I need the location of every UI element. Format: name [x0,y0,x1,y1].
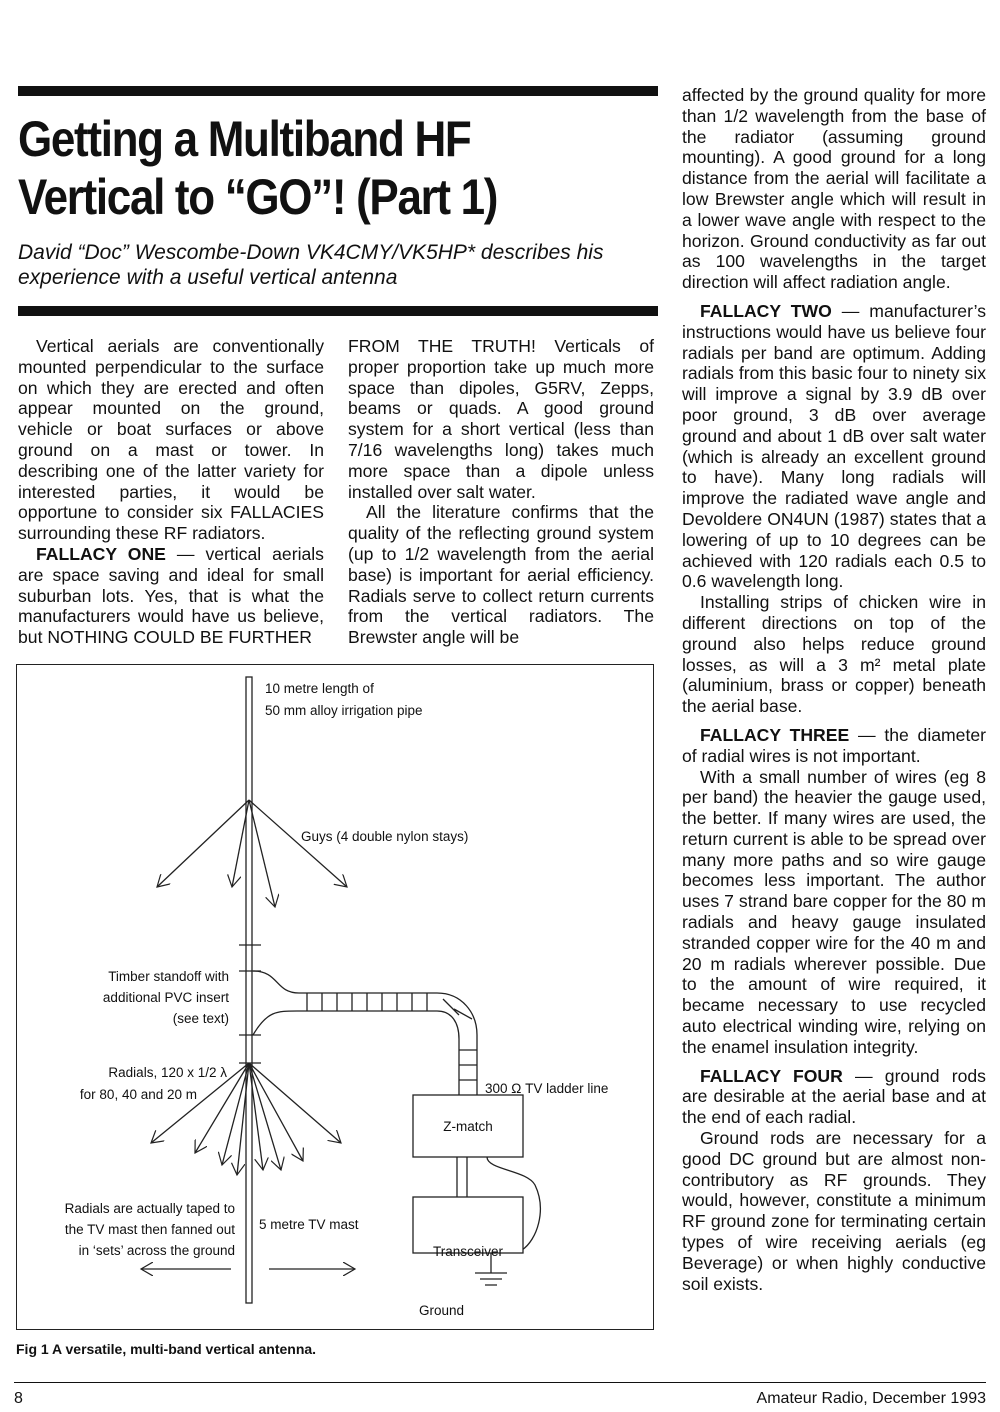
byline-rule [18,306,658,316]
footer-rule [14,1382,986,1383]
paragraph: affected by the ground quality for more than 1/2 wavelength from the base of the radiator (assuming ground mounting). A good ground for a long distance from the aerial will facilitate a low Brewster angle which will result in a lower wave angle with respect to the horizon. Ground conductivity as far out as 100 wavelengths in the target direction will affect radiation angle. [682,85,986,293]
taped-label-line1: Radials are actually taped to [64,1201,235,1216]
paragraph: FROM THE TRUTH! Verticals of proper proportion take up much more space than dipoles, G5RV, Zepps, beams or quads. A good ground system for a short vertical (less than 7/16 wavelengths long) takes much more space than a dipole unless installed over salt water. [348,336,654,502]
standoff-label-line3: (see text) [172,1011,229,1026]
ladder-line-label: 300 Ω TV ladder line [485,1081,609,1096]
antenna-diagram [17,665,653,1329]
paragraph: Ground rods are necessary for a good DC ground but are almost non-contributory as RF grounds. They would, however, constitute a minimum RF ground zone for terminating certain types of wire receiving aerials (eg Beverage) or when highly conductive soil exists. [682,1128,986,1294]
transceiver-label: Transceiver [432,1244,504,1259]
publication-info: Amateur Radio, December 1993 [756,1390,986,1407]
paragraph: With a small number of wires (eg 8 per band) the heavier the gauge used, the better. If many wires are used, the return current is able to be spread over many more paths and so wire gauge becomes less important. The author uses 7 strand bare copper for the 80 m radials and heavy gauge insulated stranded copper wire for the 40 m and 20 m radials wherever possible. Due to the amount of wire required, it became necessary to use recycled auto electrical winding wire, relying on the enamel insulation integrity. [682,766,986,1057]
column-2 [348,336,654,648]
radials-label-line2: for 80, 40 and 20 m [79,1087,197,1102]
fallacy-heading: FALLACY ONE [36,543,166,564]
taped-label-line3: in ‘sets’ across the ground [78,1243,235,1258]
column-3 [682,85,986,1294]
ladder-line-outer [253,971,477,1095]
standoff-label-line2: additional PVC insert [102,990,229,1005]
paragraph: FALLACY THREE — the diameter of radial wires is not important. [682,724,986,766]
paragraph: Vertical aerials are conventionally mounted perpendicular to the surface on which they are erected and often appear mounted on the ground, vehicle or boat surfaces or above ground on a mast or tower. In describing one of the latter variety for interested parties, it would be opportune to consider six FALLACIES surrounding these RF radiators. [18,336,324,544]
paragraph: FALLACY TWO — manufacturer’s instructions would have us believe four radials per band are optimum. Adding radials from this basic four to ninety six will improve a signal by 3.9 dB over poor ground, 3 dB over average ground and about 1 dB over salt water (which is already an excellent ground to have). Many long radials will improve the radiated wave angle and Devoldere ON4UN (1987) states that a lowering of up to 10 degrees can be achieved with 120 radials each 0.5 to 0.6 wavelength long. [682,300,986,592]
article-byline: David “Doc” Wescombe-Down VK4CMY/VK5HP* describes his experience with a useful vertical antenna [18,241,604,289]
column-1 [18,336,324,648]
ground-label: Ground [419,1303,465,1318]
tv-mast-label: 5 metre TV mast [259,1217,359,1232]
page-number: 8 [14,1390,23,1407]
figure-caption: Fig 1 A versatile, multi-band vertical antenna. [16,1341,317,1357]
paragraph: All the literature confirms that the quality of the reflecting ground system (up to 1/2 wavelength from the aerial base) is important for aerial efficiency. Radials serve to collect return currents from the vertical radiators. The Brewster angle will be [348,502,654,648]
paragraph: FALLACY FOUR — ground rods are desirable at the aerial base and at the end of each radial. [682,1065,986,1128]
fallacy-heading: FALLACY FOUR [700,1065,843,1086]
standoff-label-line1: Timber standoff with [108,969,229,984]
zmatch-label: Z-match [443,1119,493,1134]
pipe-label-line2: 50 mm alloy irrigation pipe [265,703,423,718]
antenna-figure [16,664,654,1330]
pipe-label-line1: 10 metre length of [265,681,374,696]
guys-label: Guys (4 double nylon stays) [301,829,469,844]
ladder-line-inner [253,1011,459,1095]
fallacy-heading: FALLACY THREE [700,724,850,745]
paragraph: Installing strips of chicken wire in different directions on top of the ground also helps reduce ground losses, as will a 3 m² metal plate (aluminium, brass or copper) beneath the aerial base. [682,592,986,717]
fallacy-heading: FALLACY TWO [700,300,832,321]
top-rule [18,86,658,96]
paragraph: FALLACY ONE — vertical aerials are space saving and ideal for small suburban lots. Yes, that is what the manufacturers would have us believe, but NOTHING COULD BE FURTHER [18,543,324,648]
article-title: Getting a Multiband HF Vertical to “GO”! (Part 1) [18,111,498,225]
taped-label-line2: the TV mast then fanned out [64,1222,235,1237]
radials-label-line1: Radials, 120 x 1/2 λ [108,1065,227,1080]
vertical-pipe [246,677,252,1303]
ladder-rungs [307,993,477,1080]
